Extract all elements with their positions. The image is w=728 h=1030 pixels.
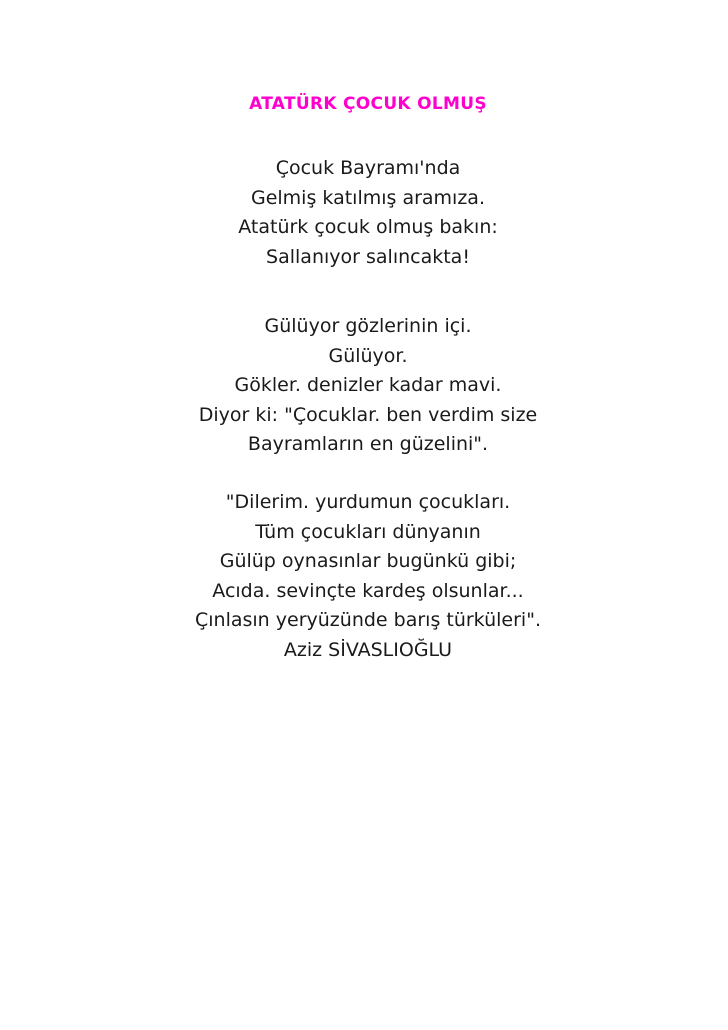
- poem-line: Gülüp oynasınlar bugünkü gibi;: [219, 550, 517, 572]
- stanza-3: [0, 488, 728, 665]
- poem-line: Bayramların en güzelini".: [247, 433, 489, 455]
- poem-line: Diyor ki: "Çocuklar. ben verdim size: [198, 403, 538, 426]
- poem-line: Çocuk Bayramı'nda: [275, 157, 461, 179]
- poem-title: ATATÜRK ÇOCUK OLMUŞ: [249, 94, 487, 114]
- poem-line: Gülüyor gözlerinin içi.: [264, 315, 472, 337]
- poem-line: Acıda. sevinçte kardeş olsunlar...: [212, 579, 524, 602]
- stanza-2: [0, 312, 728, 460]
- poem-line: Gülüyor.: [328, 344, 408, 367]
- poem-author: Aziz SİVASLIOĞLU: [283, 638, 453, 661]
- poem-line: Atatürk çocuk olmuş bakın:: [238, 216, 498, 238]
- poem-line: Gökler. denizler kadar mavi.: [234, 374, 502, 396]
- poem-line: "Dilerim. yurdumun çocukları.: [225, 491, 511, 513]
- poem-line: Çınlasın yeryüzünde barış türküleri".: [195, 609, 541, 631]
- poem-line: Sallanıyor salıncakta!: [266, 245, 470, 268]
- poem-line: Tüm çocukları dünyanın: [255, 520, 481, 543]
- poem-line: Gelmiş katılmış aramıza.: [250, 186, 485, 209]
- stanza-1: [0, 154, 728, 272]
